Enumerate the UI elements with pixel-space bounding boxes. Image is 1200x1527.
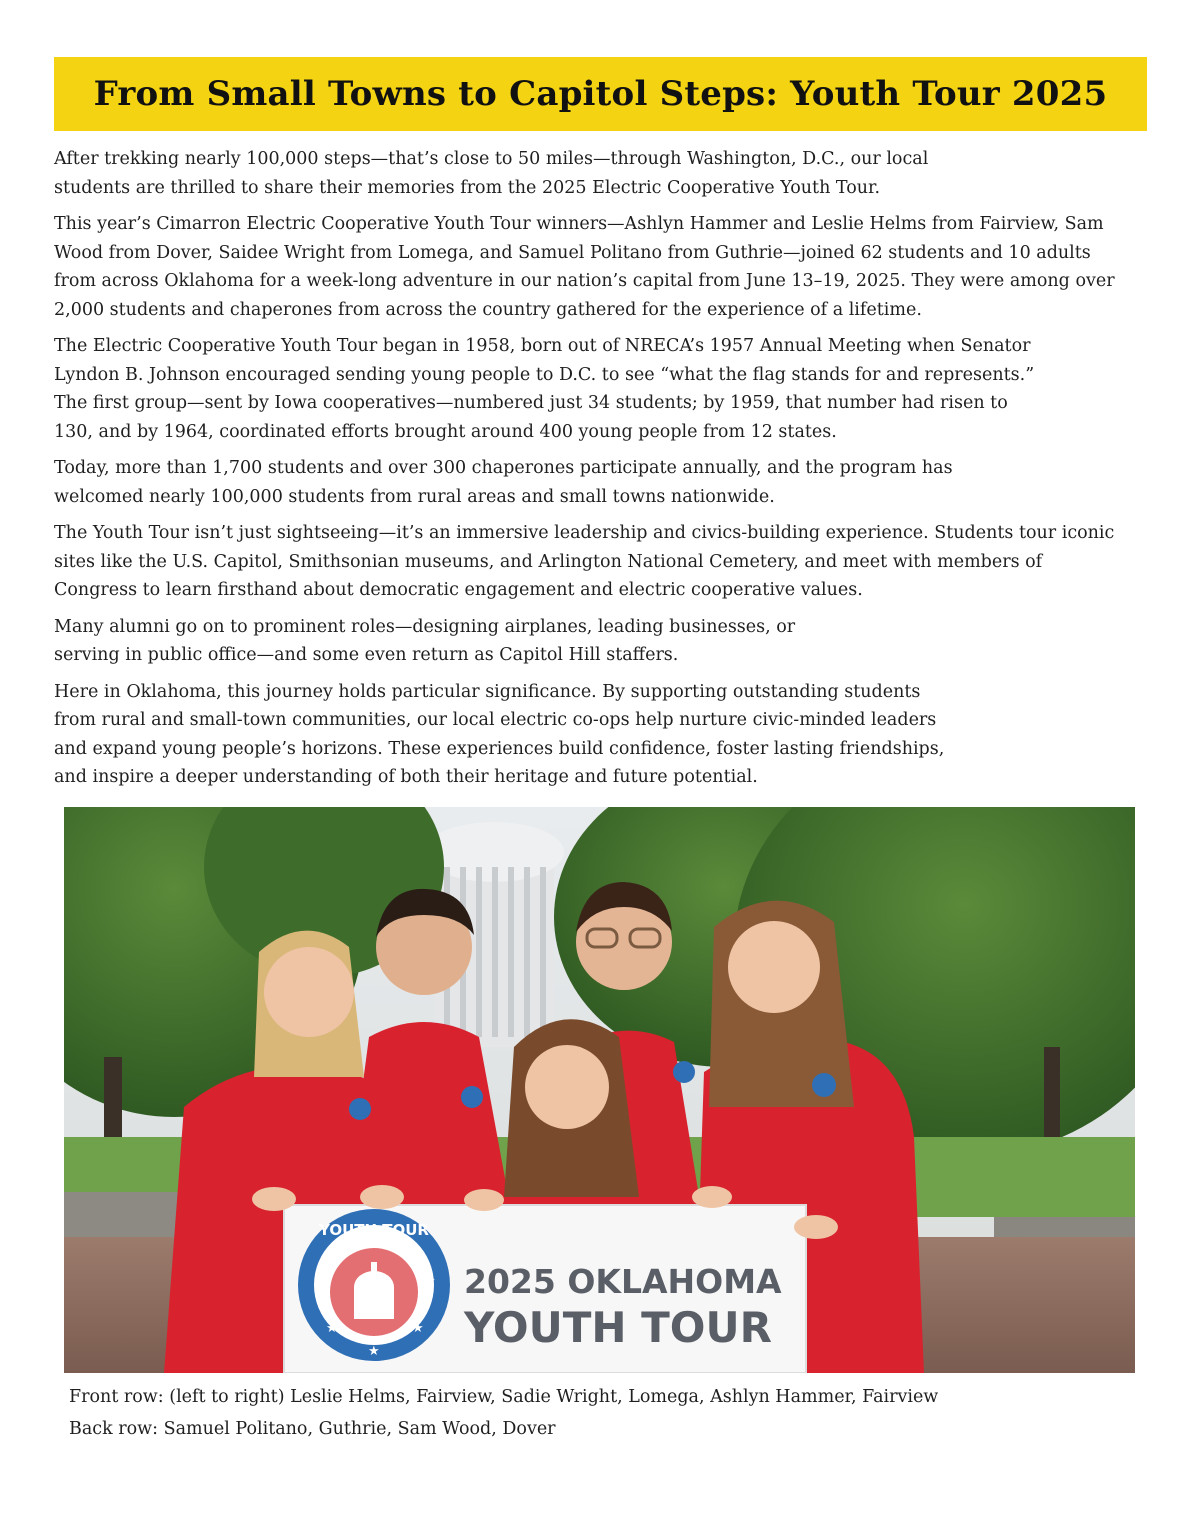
article-body (54, 145, 1124, 800)
sign-badge-text: YOUTH TOUR (319, 1221, 429, 1239)
photo-caption (69, 1381, 1119, 1445)
svg-text:★: ★ (326, 1321, 338, 1336)
caption-back-row: Back row: Samuel Politano, Guthrie, Sam Wood, Dover (69, 1419, 556, 1439)
youth-tour-sign (284, 1205, 806, 1373)
sign-line-2: YOUTH TOUR (464, 1303, 772, 1352)
svg-text:★: ★ (424, 1274, 436, 1289)
article-paragraph: After trekking nearly 100,000 steps—that’s close to 50 miles—through Washington, D.C., our local students are thrilled to share their memories from the 2025 Electric Cooperative Youth Tour. (54, 149, 929, 198)
title-banner (54, 57, 1147, 131)
svg-text:★: ★ (412, 1321, 424, 1336)
group-photo (64, 807, 1135, 1373)
svg-text:★: ★ (314, 1274, 326, 1289)
article-paragraph: Today, more than 1,700 students and over 300 chaperones participate annually, and the program has welcomed nearly 100,000 students from rural areas and small towns nationwide. (54, 458, 953, 507)
sign-line-1: 2025 OKLAHOMA (464, 1262, 782, 1301)
article-paragraph: The Electric Cooperative Youth Tour began in 1958, born out of NRECA’s 1957 Annual Meeting when Senator Lyndon B. Johnson encouraged sending young people to D.C. to see “what the flag stands for and represents.” The first group—sent by Iowa cooperatives—numbered just 34 students; by 1959, that number had risen to 130, and by 1964, coordinated efforts brought around 400 young people from 12 states. (54, 336, 1035, 442)
page-title: From Small Towns to Capitol Steps: Youth Tour 2025 (93, 74, 1108, 114)
article-paragraph: Here in Oklahoma, this journey holds particular significance. By supporting outstanding students from rural and small-town communities, our local electric co-ops help nurture civic-minded leaders and expand young people’s horizons. These experiences build confidence, foster lasting friendships, and inspire a deeper understanding of both their heritage and future potential. (54, 681, 945, 787)
article-paragraph: Many alumni go on to prominent roles—designing airplanes, leading businesses, or serving in public office—and some even return as Capitol Hill staffers. (54, 616, 796, 665)
svg-text:★: ★ (368, 1344, 380, 1359)
article-paragraph: This year’s Cimarron Electric Cooperative Youth Tour winners—Ashlyn Hammer and Leslie Helms from Fairview, Sam Wood from Dover, Saidee Wright from Lomega, and Samuel Politano from Guthrie—joined 62 students and 10 adults from across Oklahoma for a week-long adventure in our nation’s capital from June 13–19, 2025. They were among over 2,000 students and chaperones from across the country gathered for the experience of a lifetime. (54, 214, 1115, 320)
caption-front-row: Front row: (left to right) Leslie Helms, Fairview, Sadie Wright, Lomega, Ashlyn Hammer, Fairview (69, 1387, 939, 1407)
article-paragraph: The Youth Tour isn’t just sightseeing—it’s an immersive leadership and civics-building experience. Students tour iconic sites like the U.S. Capitol, Smithsonian museums, and Arlington National Cemetery, and meet with members of Congress to learn firsthand about democratic engagement and electric cooperative values. (54, 523, 1115, 600)
